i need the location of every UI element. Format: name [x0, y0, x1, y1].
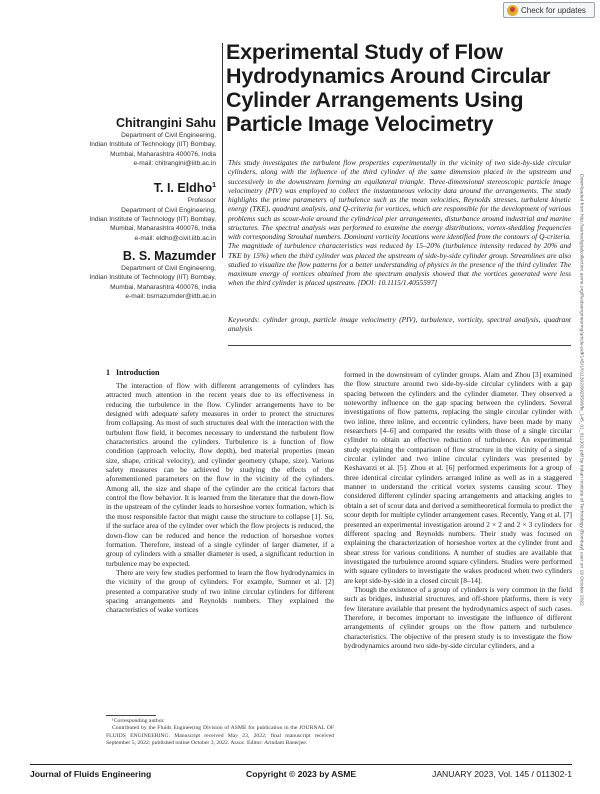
abstract: This study investigates the turbulent flow properties experimentally in the vicinity of two side-by-side circular cylinders, along with the influence of the third cylinder of the same dimension placed in the upstream and successively in the downstream forming an equilateral triangle. Three-dimensional stereoscopic particle image velocimetry (PIV) was employed to collect the instantaneous velocity data around the arrangements. The study highlights the prime parameters of turbulence such as the mean velocities, Reynolds stresses, turbulent kinetic energy (TKE), quadrant analysis, and Q-criteria for vortices, which are responsible for the development of various problems such as scour-hole around the cylindrical pier arrangements, disturbance around industrial and marine structures. The spectral analysis was performed to examine the energy distributions, vortex-shedding frequencies with corresponding Strouhal numbers. Dominant vorticity locations were identified from the contours of Q-criteria. The magnitude of turbulence characteristics was reduced by 15–20% (turbulence intensity reduced by 20% and TKE by 15%) when the third cylinder was placed the upstream of side-by-side cylinder group. Streamlines are also studied to visualize the flow patterns for a better understanding of physics in the presence of the third cylinder. The maximum energy of vortices obtained from the spectrum analysis showed that the vortices generated were less when the third cylinder is placed upstream. [DOI: 10.1115/1.4055597] [228, 158, 571, 288]
author-affiliation-line: Indian Institute of Technology (IIT) Bombay, [89, 215, 216, 223]
download-note-text: Downloaded from http://asmedigitalcollection.asme.org/fluidsengineering/article-pdf/145/1/011302/6925590/fe_145_01_011302.pdf by Indian Institute of Technology (Bombay) user on 19 October 2022 [578, 174, 584, 606]
corresponding-author-mark[interactable]: 1 [212, 182, 216, 189]
section-title: Introduction [116, 368, 160, 377]
author-affiliation-line: Department of Civil Engineering, [121, 206, 216, 214]
paper-title: Experimental Study of Flow Hydrodynamics Around Circular Cylinder Arrangements Using Particle Image Velocimetry [226, 40, 551, 136]
paragraph: formed in the downstream of cylinder groups. Alam and Zhou [3] examined the flow structure around two side-by-side circular cylinders with a gap spacing between the cylinders and the cylinder diameter. They observed a noteworthy influence on the gap spacing between the cylinders. Several investigations of flow patterns, replacing the single circular cylinder with two inline, three inline, and eccentric cylinders, have been made by many researchers [4–6] and compared the results with those of a single circular cylinder to obtain an effective reduction of turbulence. An experimental study explaining the comparison of flow structure in the vicinity of a single circular cylinder and two inline circular cylinders was presented by Keshavarzi et al. [5]. Zhou et al. [6] performed experiments for a group of three identical circular cylinders arranged inline as well as in a staggered manner to understand the critical vortex systems causing scour. They considered different cylinder spacing arrangements and attacking angles to obtain a set of scour data and derived a semitheoretical formula to predict the scour depth for multiple cylinder arrangement cases. Recently, Yang et al. [7] presented an experimental investigation around 2 × 2 and 2 × 3 cylinders for different spacing and Reynolds numbers. Their study was focused on explaining the characterization of horseshoe vortex at the cylinder front and shear stress for various conditions. A number of studies are available that investigated the turbulence around square cylinders. Studies were performed with square cylinders to investigate the wakes produced when two cylinders are kept side-by-side in a closed circuit [8–14]. [344, 370, 572, 585]
update-icon [507, 5, 518, 16]
footer-issue: JANUARY 2023, Vol. 145 / 011302-1 [432, 769, 572, 779]
author-affiliation-line: Mumbai, Maharashtra 400076, India [110, 150, 216, 158]
abstract-divider [228, 345, 571, 346]
author-block-2 [30, 178, 216, 243]
author-affiliation-line: Department of Civil Engineering, [121, 265, 216, 272]
author-block-1 [30, 116, 216, 169]
footer-rule [30, 764, 572, 765]
author-affiliation-line: Department of Civil Engineering, [121, 132, 216, 139]
author-name: T. I. Eldho$^1$ [153, 181, 216, 196]
footnote: Contributed by the Fluids Engineering Division of ASME for publication in the JOURNAL OF FLUIDS ENGINEERING. Manuscript received May 23, 2022; final manuscript received September 5, 2022; published online October 3, 2022. Assoc. Editor: Arindam Banerjee. [106, 725, 334, 747]
author-email[interactable]: e-mail: chitrangini@iitb.ac.in [133, 160, 216, 168]
author-name: Chitrangini Sahu [116, 116, 216, 130]
paragraph: Though the existence of a group of cylinders is very common in the field such as bridges, industrial structures, and off-shore platforms, there is very few literature available that present the hydrodynamics aspect of such cases. Therefore, it becomes important to investigate the influence of different arrangements of cylinder groups on the flow pattern and turbulence characteristics. The objective of the present study is to investigate the flow hydrodynamics around two side-by-side circular cylinders, and a [344, 584, 572, 650]
footnotes [106, 718, 334, 748]
author-block-3 [30, 249, 216, 302]
check-for-updates-badge[interactable] [503, 2, 595, 18]
right-column [344, 370, 572, 650]
paragraph: There are very few studies performed to learn the flow hydrodynamics in the vicinity of the group of cylinders. For example, Sumner et al. [2] presented a comparative study of two inline circular cylinders for different spacing arrangements and Reynolds numbers. They explained the characteristics of wake vortices [106, 567, 334, 615]
footer-journal: Journal of Fluids Engineering [30, 769, 152, 779]
download-note [576, 40, 586, 740]
author-affiliation-line: Mumbai, Maharashtra 400076, India [110, 283, 216, 291]
paragraph: The interaction of flow with different arrangements of cylinders has attracted much attention in the recent years due to its effectiveness in reducing the turbulence in the flow. Cylinder arrangements have to be designed with adequate safety measures in order to protect the structures from collapsing. As most of such structures deal with the interaction with the turbulent flow field, it becomes necessary to understand the turbulent flow characteristics around the cylinders. Turbulence is a function of flow condition (approach velocity, flow depth), bed material properties (mean size, shape, critical velocity), and cylinder geometry (shape, size). Various safety measures can be achieved by studying the effects of the aforementioned parameters on the flow in the vicinity of the cylinders. Among all, the size and shape of the cylinder are the critical factors that control the flow behavior. It is learned from the literature that the down-flow in the upstream of the cylinder leads to horseshoe vortex formation, which is the most responsible factor that might cause the structure to collapse [1]. So, if the surface area of the cylinder over which the flow projects is reduced, the down-flow can be reduced and hence the reduction of horseshoe vortex formation. Therefore, instead of a single cylinder of larger diameter, if a group of cylinders with a smaller diameter is used, a significant reduction in turbulence may be expected. [106, 381, 334, 568]
footnote-rule [106, 715, 156, 716]
author-affiliation-line: Mumbai, Maharashtra 400076, India [110, 225, 216, 233]
author-email[interactable]: e-mail: eldho@civil.iitb.ac.in [134, 234, 216, 242]
footnote: ¹Corresponding author. [112, 718, 165, 724]
author-affiliation-line: Indian Institute of Technology (IIT) Bombay, [89, 274, 216, 282]
section-heading [106, 368, 159, 377]
footer-copyright: Copyright © 2023 by ASME [246, 769, 357, 779]
left-column [106, 381, 334, 615]
section-number: 1 [106, 368, 110, 377]
header-divider [222, 43, 223, 258]
author-title: Professor [187, 197, 216, 205]
keywords: Keywords: cylinder group, particle image velocimetry (PIV), turbulence, vorticity, spectral analysis, quadrant analysis [228, 315, 571, 334]
check-for-updates-label: Check for updates [521, 5, 586, 15]
author-name: B. S. Mazumder [122, 249, 216, 263]
author-affiliation-line: Indian Institute of Technology (IIT) Bombay, [89, 141, 216, 149]
author-email[interactable]: e-mail: bsmazumder@iitb.ac.in [125, 293, 216, 301]
